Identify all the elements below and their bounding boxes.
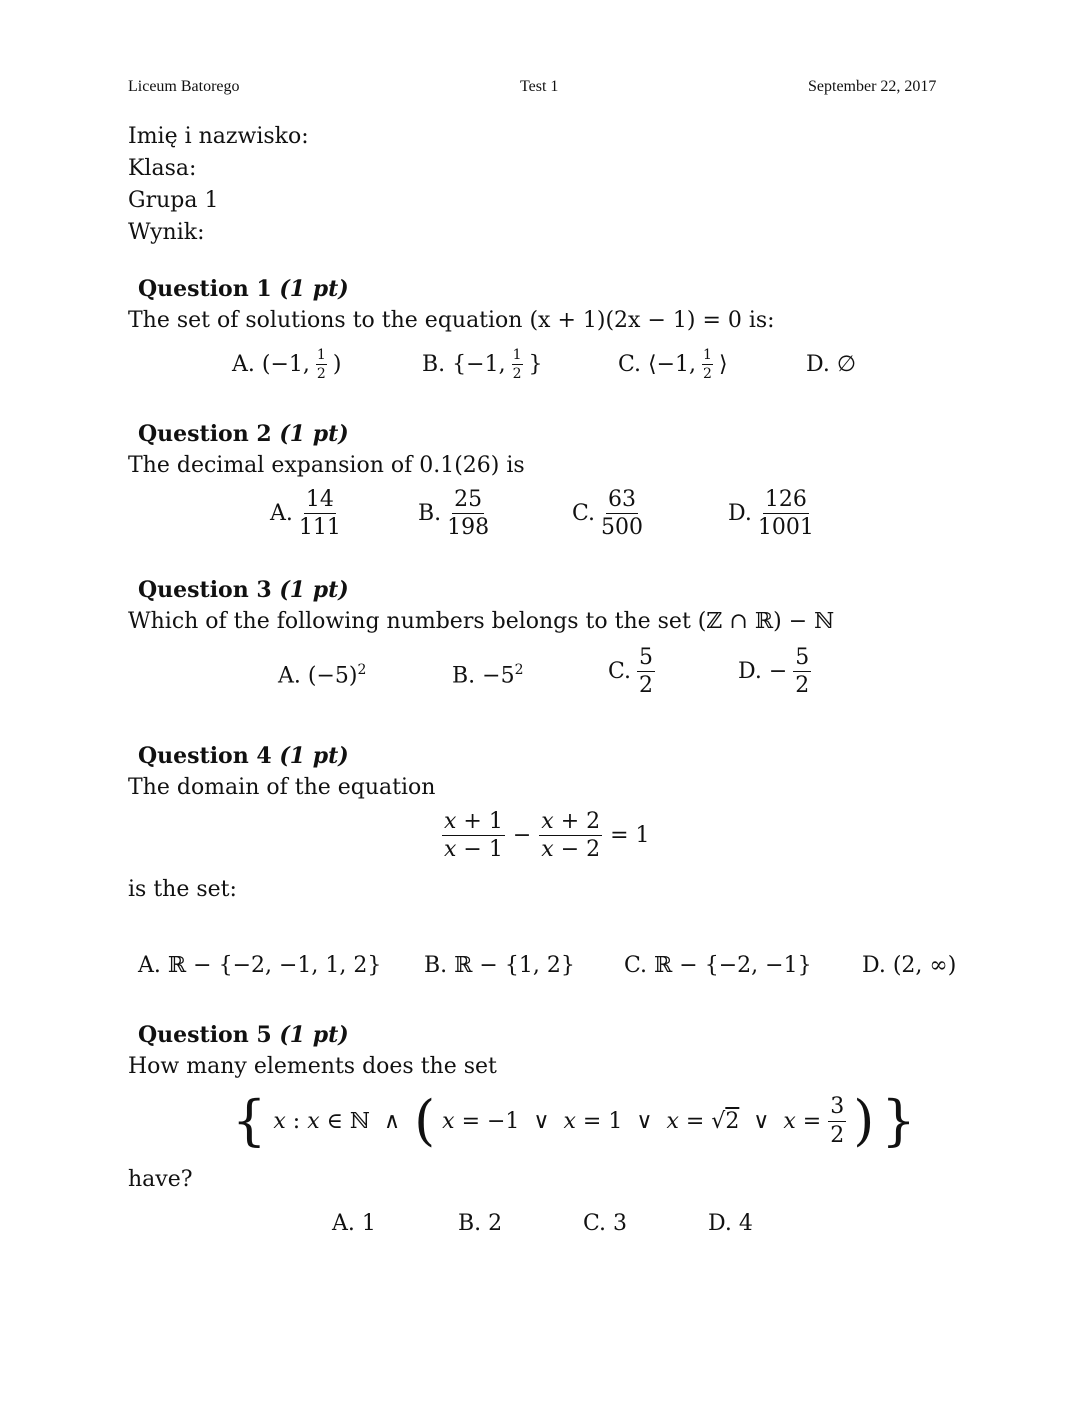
question-points: (1 pt) [279, 1022, 349, 1048]
question-1-option-b: B. {−1, $\frac{1}{2}$ } [422, 347, 543, 382]
question-2-heading [138, 421, 349, 447]
question-1-option-c: C. ⟨−1, $\frac{1}{2}$ ⟩ [618, 347, 728, 382]
question-5-option-b: B. 2 [458, 1211, 503, 1236]
header-date: September 22, 2017 [808, 78, 937, 95]
question-1-heading [138, 276, 349, 302]
question-points: (1 pt) [279, 421, 349, 447]
question-5-equation: { x : x ∈ ℕ ∧ ( x = −1 ∨ x = 1 ∨ x = √2 ∨ x = $\frac{3}{2}$ ) } [232, 1089, 916, 1152]
field-class: Klasa: [128, 156, 197, 181]
question-4-option-d: D. (2, ∞) [862, 953, 957, 978]
question-5-text: How many elements does the set [128, 1054, 497, 1079]
question-2-option-d: D. $\frac{126}{1001}$ [728, 487, 814, 541]
question-3-option-b: B. $-5^2$ [452, 662, 524, 689]
question-5-text-after: have? [128, 1167, 193, 1192]
question-3-option-d: D. − $\frac{5}{2}$ [738, 645, 810, 699]
question-2-text: The decimal expansion of 0.1(26) is [128, 453, 525, 478]
question-title: Question 4 [138, 743, 272, 769]
question-5-heading [138, 1022, 349, 1048]
question-4-text: The domain of the equation [128, 775, 436, 800]
field-name: Imię i nazwisko: [128, 124, 309, 149]
question-5-option-d: D. 4 [708, 1211, 753, 1236]
question-points: (1 pt) [279, 276, 349, 302]
question-5-option-c: C. 3 [583, 1211, 628, 1236]
field-score: Wynik: [128, 220, 205, 245]
header-test: Test 1 [520, 78, 559, 95]
question-4-option-c: C. ℝ − {−2, −1} [624, 953, 812, 978]
question-points: (1 pt) [279, 743, 349, 769]
question-3-text: Which of the following numbers belongs to the set (ℤ ∩ ℝ) − ℕ [128, 609, 835, 634]
field-group: Grupa 1 [128, 188, 219, 213]
question-4-text-after: is the set: [128, 877, 237, 902]
question-4-heading [138, 743, 349, 769]
question-title: Question 3 [138, 577, 272, 603]
header-school: Liceum Batorego [128, 78, 240, 95]
question-title: Question 2 [138, 421, 272, 447]
question-2-option-b: B. $\frac{25}{198}$ [418, 487, 490, 541]
question-3-heading [138, 577, 349, 603]
question-4-option-a: A. ℝ − {−2, −1, 1, 2} [138, 953, 382, 978]
question-3-option-a: A. $(-5)^2$ [278, 662, 367, 689]
question-2-option-c: C. $\frac{63}{500}$ [572, 487, 644, 541]
question-5-option-a: A. 1 [332, 1211, 376, 1236]
question-4-option-b: B. ℝ − {1, 2} [424, 953, 575, 978]
question-1-option-a: A. (−1, $\frac{1}{2}$ ) [232, 347, 342, 382]
question-2-option-a: A. $\frac{14}{111}$ [270, 487, 341, 541]
question-4-equation: $\frac{x + 1}{x - 1}$ − $\frac{x + 2}{x - 2}$ = 1 [444, 809, 650, 863]
question-title: Question 1 [138, 276, 272, 302]
question-title: Question 5 [138, 1022, 272, 1048]
question-3-option-c: C. $\frac{5}{2}$ [608, 645, 654, 699]
question-1-text: The set of solutions to the equation (x + 1)(2x − 1) = 0 is: [128, 308, 775, 333]
question-points: (1 pt) [279, 577, 349, 603]
question-1-option-d: D. ∅ [806, 352, 857, 377]
